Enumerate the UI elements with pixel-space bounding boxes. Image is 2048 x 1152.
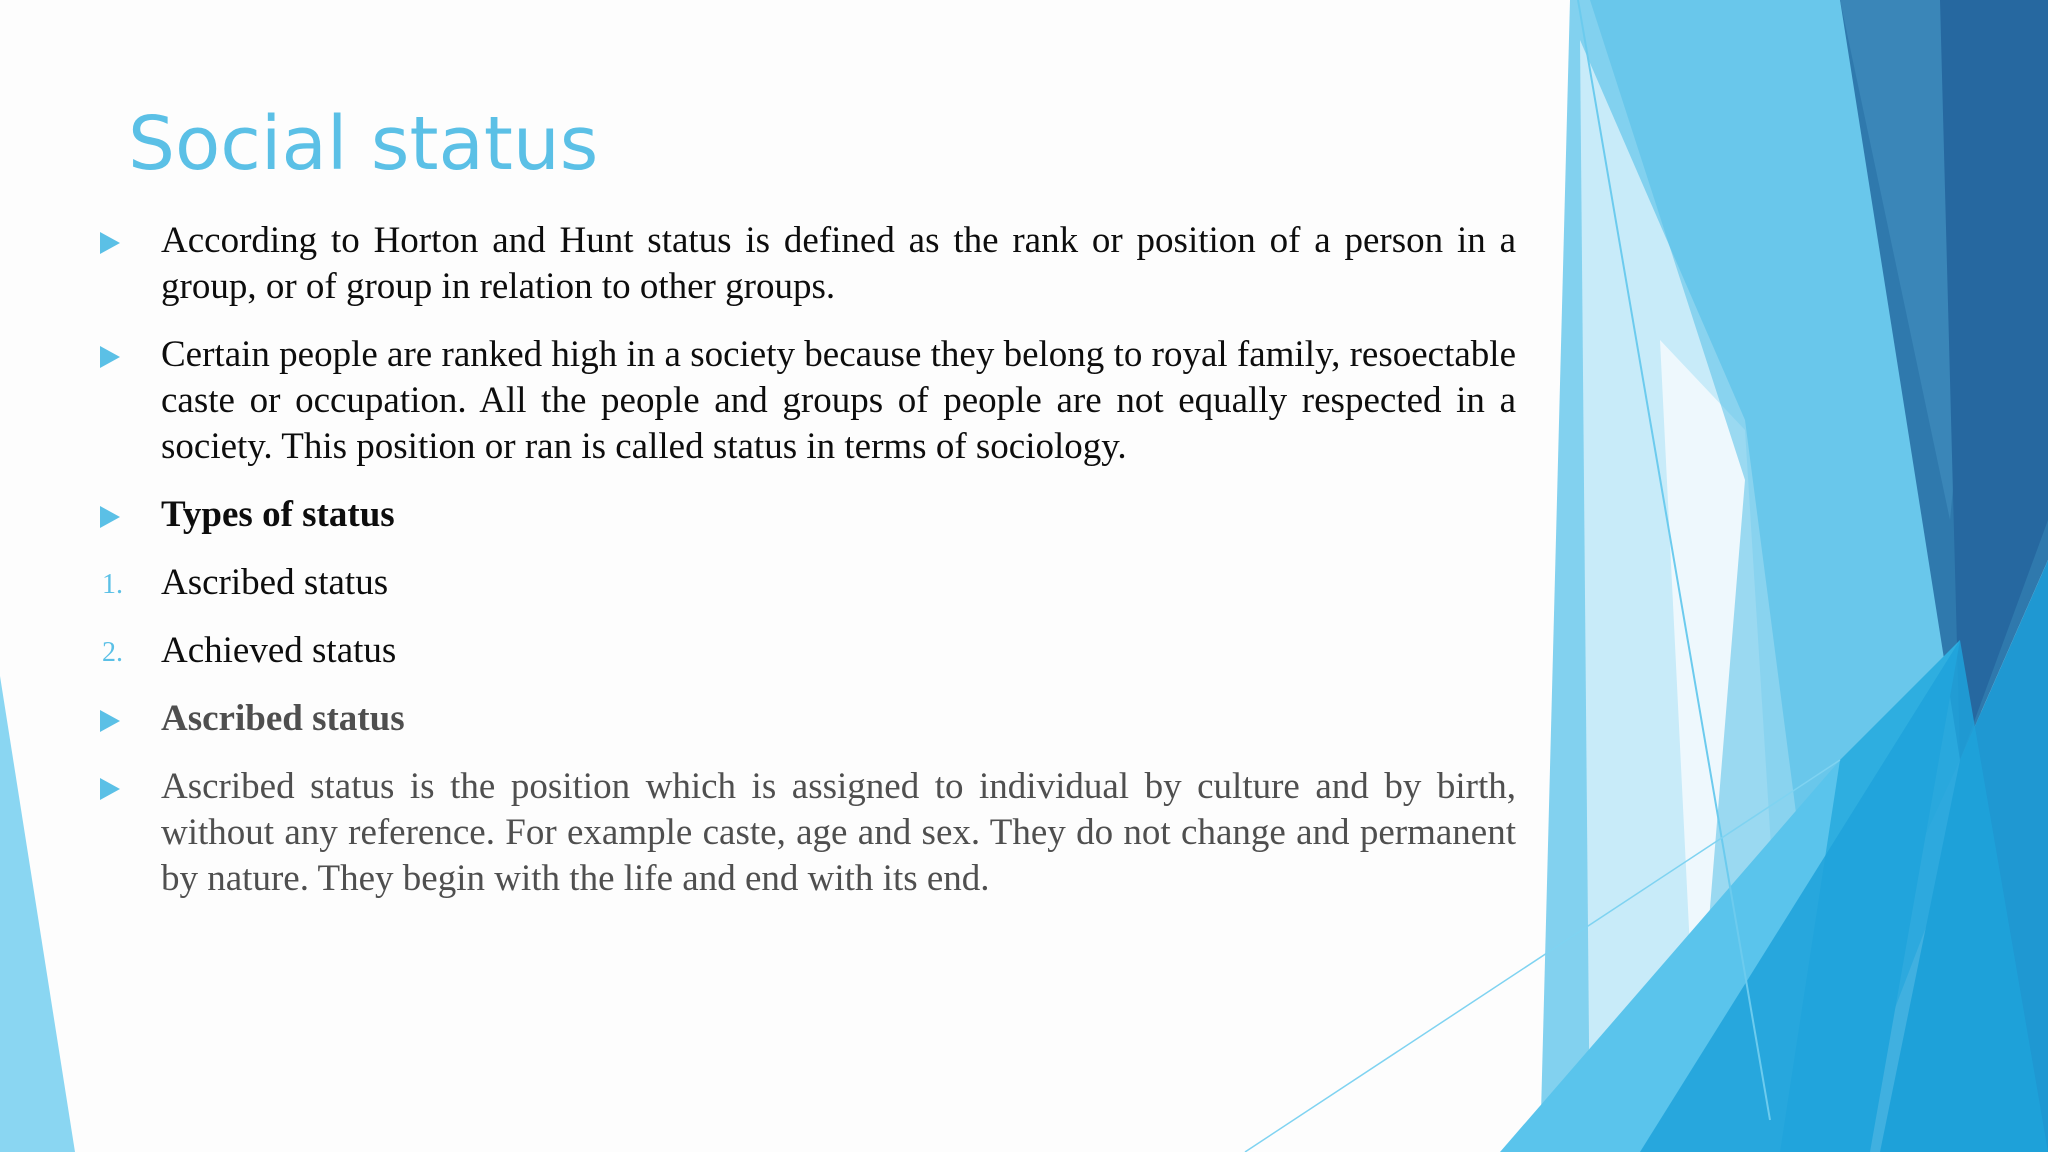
list-number: 2. xyxy=(102,637,123,668)
numbered-item-ascribed xyxy=(100,560,1516,606)
bullet-item-ascribed-definition xyxy=(100,764,1516,902)
bullet-text: Certain people are ranked high in a society because they belong to royal family, resoectable caste or occupation. All the people and groups of people are not equally respected in a society. This position or ran is called status in terms of sociology. xyxy=(161,334,1516,467)
left-edge-shape xyxy=(0,676,75,1152)
numbered-item-achieved xyxy=(100,628,1516,674)
list-text: Ascribed status xyxy=(161,562,389,603)
bullet-text: According to Horton and Hunt status is defined as the rank or position of a person in a group, or of group in relation to other groups. xyxy=(161,220,1516,307)
triangle-right-icon xyxy=(100,506,120,528)
bullet-item-ranking xyxy=(100,332,1516,470)
triangle-right-icon xyxy=(100,710,120,732)
bullet-text: Types of status xyxy=(161,494,395,535)
bullet-item-definition xyxy=(100,218,1516,310)
bullet-text: Ascribed status is the position which is assigned to individual by culture and by birth, without any reference. For example caste, age and sex. They do not change and permanent by nature. They begin with the life and end with its end. xyxy=(161,766,1516,899)
slide-title: Social status xyxy=(128,101,599,187)
slide-content xyxy=(100,218,1516,924)
bullet-text: Ascribed status xyxy=(161,698,405,739)
triangle-right-icon xyxy=(100,232,120,254)
triangle-right-icon xyxy=(100,778,120,800)
list-number: 1. xyxy=(102,569,123,600)
bullet-item-ascribed-heading xyxy=(100,696,1516,742)
triangle-right-icon xyxy=(100,346,120,368)
list-text: Achieved status xyxy=(161,630,397,671)
bullet-item-types-heading xyxy=(100,492,1516,538)
